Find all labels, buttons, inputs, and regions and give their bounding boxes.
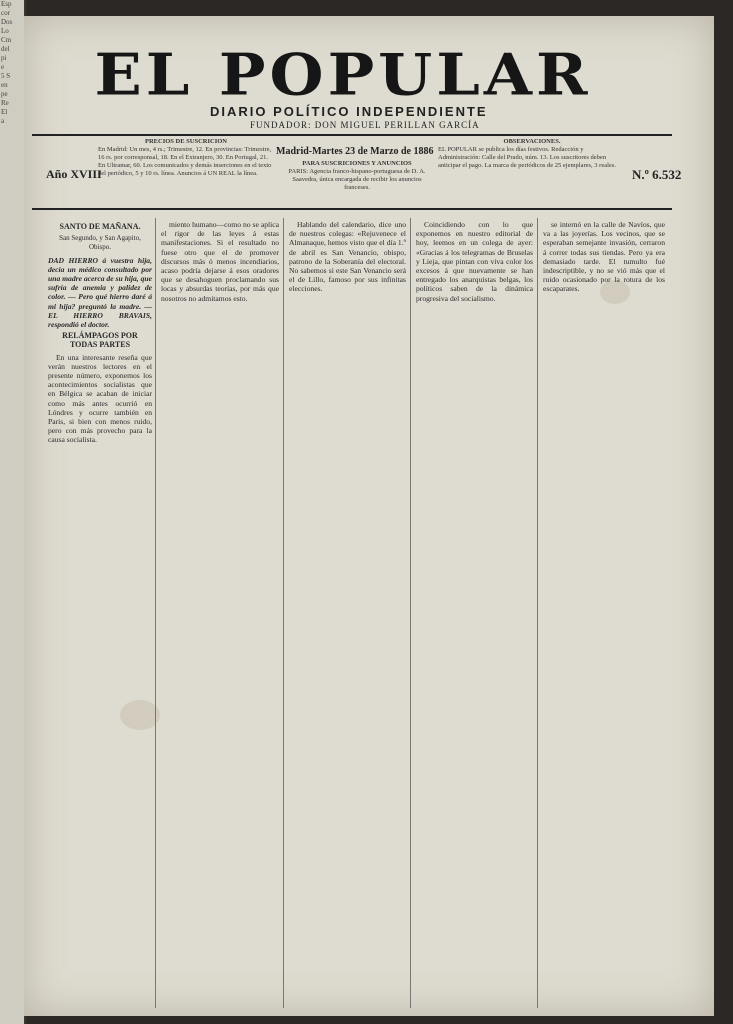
founder-line: FUNDADOR: DON MIGUEL PERILLAN GARCÍA xyxy=(250,120,480,130)
column-divider xyxy=(283,218,284,1008)
year-label: Año XVIII xyxy=(46,167,102,181)
masthead xyxy=(78,40,608,109)
strip-fragment: del xyxy=(1,45,10,53)
observations-title: OBSERVACIONES. xyxy=(503,138,561,145)
article-text: Hablando del calendario, dice uno de nuestros colegas: «Rejuvenece el Almanaque, hemos visto que el día 1.º de abril es San Venancio, obispo, patrono de la Soberanía del electoral. No sabemos si este San Venancio será el de Lillo, famoso por sus infinitas elecciones. xyxy=(289,220,406,294)
observations-box xyxy=(438,138,626,206)
saint-text: San Segundo, y San Agapito, Obispo. xyxy=(59,234,141,252)
strip-fragment: e xyxy=(1,63,5,71)
strip-fragment: cor xyxy=(1,9,10,17)
strip-fragment: Re xyxy=(1,99,9,107)
column-1 xyxy=(48,220,152,1010)
column-divider xyxy=(537,218,538,1008)
prices-title: PRECIOS DE SUSCRICION xyxy=(145,138,227,145)
strip-fragment: en xyxy=(1,81,8,89)
article-text: Coincidiendo con lo que exponemos en nuestro editorial de hoy, leemos en un colega de ayer: «Gracias á los telegramas de Bruselas y Lieja, que pintan con viva color los excesos á que nuevamente se han entregado los anarquistas belgas, los políticos saben de la dinámica progresiva del socialismo. xyxy=(416,220,533,303)
strip-fragment: Dos xyxy=(1,18,13,26)
saint-heading: SANTO DE MAÑANA. xyxy=(59,222,141,231)
prices-text: En Madrid: Un mes, 4 rs.; Trimestre, 12. En provincias: Trimestre, 16 rs. por corresponsal, 18. En el Extranjero, 30. En Portugal, 21. En Ultramar, 60. Los comunicados y demás inserciones en el texto del periódico, 5 y 10 rs. línea. Anuncios á UN REAL la línea. xyxy=(98,146,272,177)
column-4 xyxy=(416,220,533,1010)
strip-fragment: El xyxy=(1,108,8,116)
iron-advert: DAD HIERRO á vuestra hija, decía un médico consultado por una madre acerca de su hija, que sufría de anemia y palidez de color. — Pero qué hierro daré á mi hija? preguntó la madre. — EL HIERRO BRAVAIS, respondió el doctor. xyxy=(48,255,152,330)
column-divider xyxy=(155,218,156,1008)
article-text: miento humano—como no se aplica el rigor de las leyes á estas manifestaciones. Si el resultado no fuese otro que el de promover discursos más ó menos incendiarios, acaso podría dejarse á esos oradores que se desahoguen proclamando sus locas y absurdas teorías, por más que nosotros no admitamos esto. xyxy=(161,220,279,303)
column-2 xyxy=(161,220,279,1010)
subscriptions-title: PARA SUSCRICIONES Y ANUNCIOS xyxy=(302,160,412,167)
newspaper-title: EL POPULAR xyxy=(94,40,592,109)
top-rule xyxy=(32,134,672,136)
strip-fragment: Esp xyxy=(1,0,12,8)
bottom-rule xyxy=(32,208,672,210)
strip-fragment: a xyxy=(1,117,5,125)
strip-fragment: Cm xyxy=(1,36,12,44)
article-text: En una interesante reseña que verán nuestros lectores en el presente número, exponemos los acontecimientos socialistas que en Bélgica se acaban de iniciar como más antes ocurrió en Lóndres y ocurre también en Paris, si bien con menos ruido, pero con más provecho para la causa socialista. xyxy=(48,352,152,445)
subscriptions-box xyxy=(282,160,432,206)
strip-fragment: Lo xyxy=(1,27,9,35)
newspaper-subtitle: DIARIO POLÍTICO INDEPENDIENTE xyxy=(210,104,488,119)
strip-fragment: pe xyxy=(1,90,8,98)
strip-fragment: pi xyxy=(1,54,7,62)
dateline: Madrid-Martes 23 de Marzo de 1886 xyxy=(276,146,434,157)
observations-text: EL POPULAR se publica los días festivos. Redacción y Administración: Calle del Prado, núm. 13. Los suscritores deben anticipar el pago. La marca de periódicos de 25 ejemplares, 3 reales. xyxy=(438,146,616,169)
column-5 xyxy=(543,220,665,1010)
subscriptions-text: PARIS: Agencia franco-hispano-portuguesa de D. A. Saavedra, única encargada de recibir los anuncios franceses. xyxy=(288,168,426,191)
article-text: se internó en la calle de Navíos, que va a las joyerías. Los vecinos, que se esperaban semejante invasión, cerraron á correr todas sus tiendas. Pero ya era demasiado tarde. El tumulto fué indescriptible, y no se vió más que el ruido ocasionado por la rotura de los escaparates. xyxy=(543,220,665,294)
strip-fragment: 5 S xyxy=(1,72,11,80)
issue-number: N.º 6.532 xyxy=(632,167,682,182)
adjacent-page-strip xyxy=(0,0,26,1024)
column-divider xyxy=(410,218,411,1008)
section-heading: RELÁMPAGOS POR TODAS PARTES xyxy=(62,331,138,350)
column-3 xyxy=(289,220,406,1010)
subscription-prices-box xyxy=(98,138,274,206)
